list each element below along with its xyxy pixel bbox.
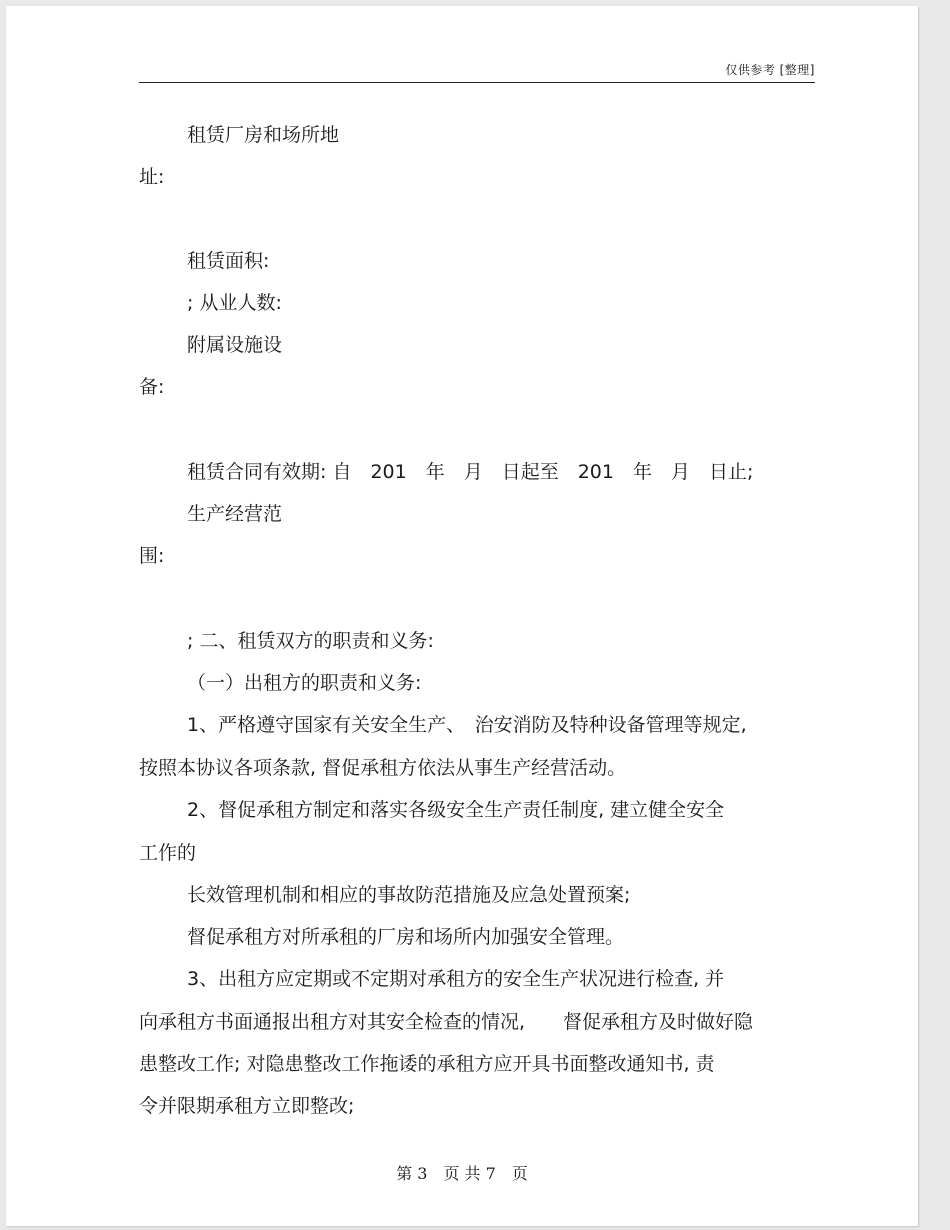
- text-line: 围:: [139, 545, 165, 567]
- text-line: 租赁合同有效期: 自 201 年 月 日起至 201 年 月 日止;: [187, 461, 754, 483]
- text-line: 令并限期承租方立即整改;: [139, 1095, 355, 1117]
- document-page: [6, 6, 918, 1226]
- text-line: 3、出租方应定期或不定期对承租方的安全生产状况进行检查, 并: [187, 968, 725, 990]
- text-line: 附属设施设: [187, 334, 283, 356]
- text-line: （一）出租方的职责和义务:: [187, 672, 422, 694]
- text-line: 长效管理机制和相应的事故防范措施及应急处置预案;: [187, 884, 631, 906]
- text-line: ; 二、租赁双方的职责和义务:: [187, 630, 434, 652]
- header-note: 仅供参考 [整理]: [725, 63, 815, 77]
- text-line: 备:: [139, 376, 165, 398]
- header-rule: [139, 82, 815, 83]
- text-line: 生产经营范: [187, 503, 283, 525]
- text-line: 向承租方书面通报出租方对其安全检查的情况, 督促承租方及时做好隐: [139, 1011, 754, 1033]
- text-line: ; 从业人数:: [187, 292, 282, 314]
- page-footer: 第 3 页 共 7 页: [396, 1164, 528, 1183]
- text-line: 租赁厂房和场所地: [187, 124, 340, 146]
- text-line: 2、督促承租方制定和落实各级安全生产责任制度, 建立健全安全: [187, 799, 725, 821]
- text-line: 租赁面积:: [187, 250, 270, 272]
- text-line: 工作的: [139, 842, 197, 864]
- text-line: 1、严格遵守国家有关安全生产、 治安消防及特种设备管理等规定,: [187, 714, 747, 736]
- text-line: 督促承租方对所承租的厂房和场所内加强安全管理。: [187, 926, 625, 948]
- text-line: 址:: [139, 166, 165, 188]
- text-line: 患整改工作; 对隐患整改工作拖诿的承租方应开具书面整改通知书, 责: [139, 1053, 715, 1075]
- text-line: 按照本协议各项条款, 督促承租方依法从事生产经营活动。: [139, 757, 627, 779]
